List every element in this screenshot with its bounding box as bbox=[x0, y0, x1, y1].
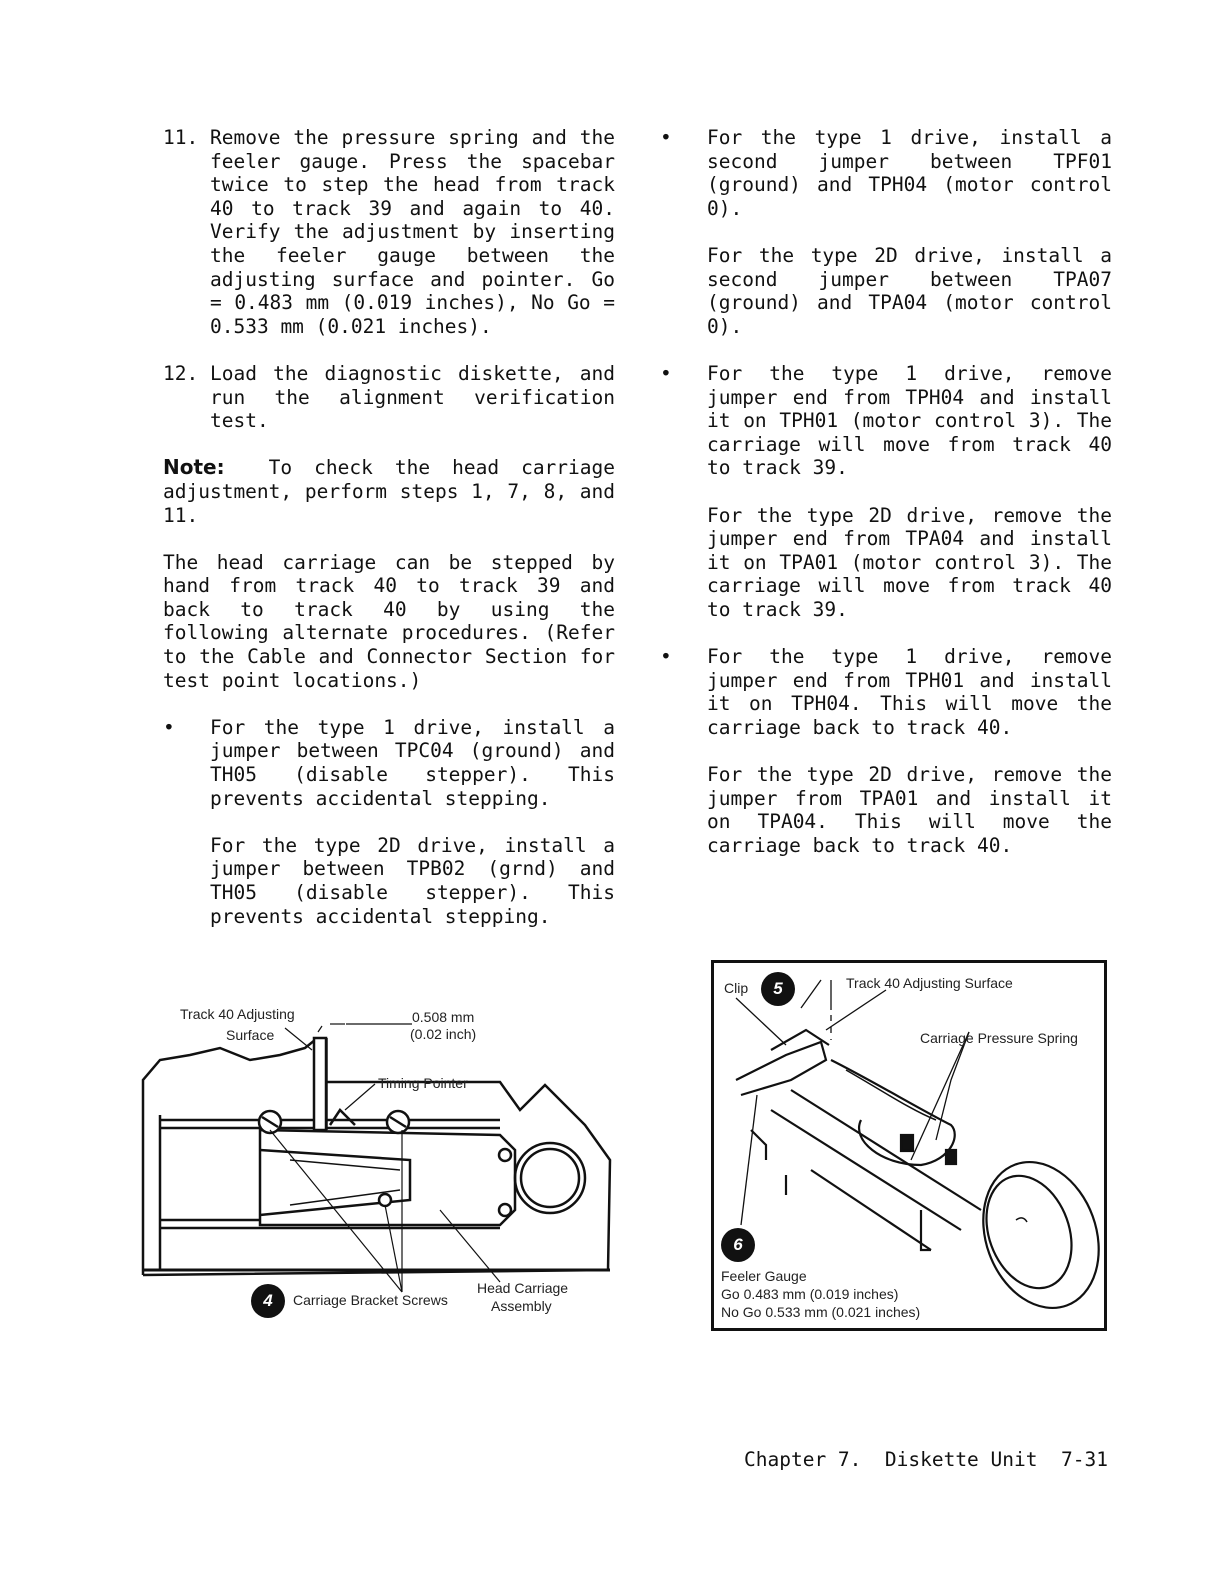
label-gap-mm: 0.508 mm bbox=[412, 1009, 475, 1025]
pressure-spring-figure bbox=[711, 960, 1107, 1332]
label-assembly: Assembly bbox=[491, 1298, 552, 1314]
label-surface: Surface bbox=[226, 1027, 275, 1043]
type2d-instruction: For the type 2D drive, install a jumper between TPB02 (grnd) and TH05 (disable stepper). This prevents accidental stepping. bbox=[210, 833, 615, 928]
note-label: Note: bbox=[163, 455, 225, 480]
label-carriage-pressure-spring: Carriage Pressure Spring bbox=[920, 1030, 1078, 1046]
label-feeler-gauge: Feeler Gauge bbox=[721, 1268, 807, 1284]
bullet-icon: • bbox=[660, 645, 672, 669]
step-12 bbox=[163, 362, 615, 433]
label-clip: Clip bbox=[724, 980, 749, 996]
callout-6-badge: 6 bbox=[721, 1228, 755, 1262]
label-track40-adjusting: Track 40 Adjusting bbox=[180, 1006, 295, 1022]
bullet-second-jumper bbox=[660, 126, 1112, 338]
type1-instruction: For the type 1 drive, install a second jumper between TPF01 (ground) and TPH04 (motor control 0). bbox=[707, 126, 1112, 220]
type2d-instruction: For the type 2D drive, remove the jumper end from TPA04 and install it on TPA01 (motor control 3). The carriage will move from track 40 to track 39. bbox=[707, 503, 1112, 621]
type2d-instruction: For the type 2D drive, install a second jumper between TPA07 (ground) and TPA04 (motor control 0). bbox=[707, 243, 1112, 338]
step-11 bbox=[163, 126, 615, 338]
label-no-go-value: No Go 0.533 mm (0.021 inches) bbox=[721, 1304, 921, 1320]
label-track40-adjusting-surface: Track 40 Adjusting Surface bbox=[846, 975, 1013, 991]
bullet-icon: • bbox=[660, 126, 672, 149]
right-column bbox=[660, 126, 1112, 857]
bullet-icon: • bbox=[660, 361, 672, 385]
step-number: 11. bbox=[163, 126, 199, 149]
intro-paragraph: The head carriage can be stepped by hand from track 40 to track 39 and back to track 40 by using the following alternate procedures. (Refer to the Cable and Connector Section for test point locations.) bbox=[163, 550, 615, 692]
label-bracket-screws: Carriage Bracket Screws bbox=[293, 1292, 448, 1308]
note bbox=[163, 456, 615, 527]
bullet-step-back-40 bbox=[660, 645, 1112, 857]
bullet-jumper-disable bbox=[163, 716, 615, 928]
bullet-step-to-39 bbox=[660, 362, 1112, 622]
page-footer: Chapter 7. Diskette Unit 7-31 bbox=[744, 1448, 1108, 1471]
callout-5-badge: 5 bbox=[761, 972, 795, 1006]
type1-instruction: For the type 1 drive, install a jumper between TPC04 (ground) and TH05 (disable stepper). This prevents accidental stepping. bbox=[210, 715, 615, 810]
callout-4-badge: 4 bbox=[251, 1284, 285, 1318]
label-head-carriage: Head Carriage bbox=[477, 1280, 569, 1296]
label-go-value: Go 0.483 mm (0.019 inches) bbox=[721, 1286, 899, 1302]
step-text: Load the diagnostic diskette, and run the alignment verification test. bbox=[210, 361, 615, 433]
type1-instruction: For the type 1 drive, remove jumper end from TPH04 and install it on TPH01 (motor control 3). The carriage will move from track 40 to track 39. bbox=[707, 361, 1112, 480]
bullet-icon: • bbox=[163, 715, 175, 739]
head-carriage-drawing bbox=[140, 1000, 620, 1325]
left-column bbox=[163, 126, 615, 928]
type2d-instruction: For the type 2D drive, remove the jumper from TPA01 and install it on TPA04. This will move the carriage back to track 40. bbox=[707, 763, 1112, 857]
step-number: 12. bbox=[163, 361, 199, 385]
label-timing-pointer: Timing Pointer bbox=[378, 1075, 468, 1091]
label-gap-inch: (0.02 inch) bbox=[410, 1026, 477, 1042]
head-carriage-figure bbox=[140, 1000, 620, 1325]
note-text: To check the head carriage adjustment, perform steps 1, 7, 8, and 11. bbox=[163, 456, 616, 527]
type1-instruction: For the type 1 drive, remove jumper end from TPH01 and install it on TPH04. This will move the carriage back to track 40. bbox=[707, 645, 1112, 739]
step-text: Remove the pressure spring and the feeler gauge. Press the spacebar twice to step the head from track 40 to track 39 and again to 40. Verify the adjustment by inserting the feeler gauge between the adjusting surface and pointer. Go = 0.483 mm (0.019 inches), No Go = 0.533 mm (0.021 inches). bbox=[210, 126, 615, 338]
